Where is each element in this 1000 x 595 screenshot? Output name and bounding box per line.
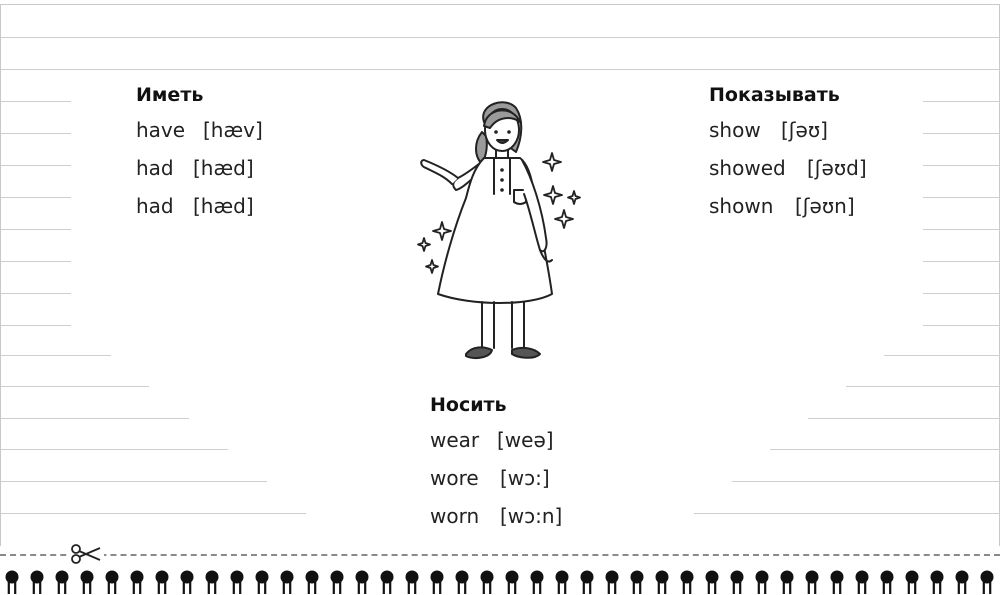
binding-ring (581, 571, 594, 595)
verb-transcription: [ʃəʊn] (795, 194, 855, 218)
binding-ring (831, 571, 844, 595)
verb-transcription: [hæd] (193, 156, 254, 180)
binding-ring (56, 571, 69, 595)
verb-transcription: [wɔ:n] (500, 504, 563, 528)
binding-ring (206, 571, 219, 595)
verb-form-row (430, 497, 562, 535)
binding-ring (956, 571, 969, 595)
rule-line (808, 418, 1000, 419)
verb-transcription: [weə] (497, 428, 554, 452)
rule-line (923, 133, 1000, 134)
rule-line (770, 449, 1000, 450)
verb-transcription: [wɔ:] (500, 466, 550, 490)
verb-form: had (136, 194, 174, 218)
binding-ring (431, 571, 444, 595)
binding-ring (631, 571, 644, 595)
rule-line (923, 293, 1000, 294)
binding-ring (506, 571, 519, 595)
binding-ring (981, 571, 994, 595)
verb-form: show (709, 118, 761, 142)
rule-line (846, 386, 1000, 387)
binding-ring (406, 571, 419, 595)
binding-ring (656, 571, 669, 595)
verb-form: wear (430, 428, 480, 452)
verb-form-row (709, 111, 867, 149)
verb-form: wore (430, 466, 479, 490)
verb-block-have (136, 83, 263, 225)
rule-line (1, 197, 71, 198)
rule-line (923, 101, 1000, 102)
binding-ring (356, 571, 369, 595)
binding-ring (756, 571, 769, 595)
rule-line (694, 513, 1000, 514)
binding-ring (481, 571, 494, 595)
verb-form-row (709, 149, 867, 187)
verb-form: shown (709, 194, 774, 218)
scissors-icon (70, 543, 104, 565)
binding-ring (531, 571, 544, 595)
rule-line (1, 37, 1000, 38)
verb-translation: Показывать (709, 84, 840, 106)
verb-form: worn (430, 504, 480, 528)
binding-ring (6, 571, 19, 595)
rule-line (884, 355, 1000, 356)
binding-ring (306, 571, 319, 595)
verb-translation: Носить (430, 394, 507, 416)
rule-line (1, 449, 228, 450)
verb-form-row (136, 149, 263, 187)
binding-ring (381, 571, 394, 595)
binding-ring (281, 571, 294, 595)
rule-line (1, 101, 71, 102)
binding-ring (256, 571, 269, 595)
verb-form-row (709, 187, 867, 225)
verb-transcription: [ʃəʊd] (807, 156, 867, 180)
verb-transcription: [ʃəʊ] (781, 118, 828, 142)
binding-ring (881, 571, 894, 595)
binding-ring (456, 571, 469, 595)
binding-ring (606, 571, 619, 595)
binding-ring (681, 571, 694, 595)
spiral-binding (0, 566, 1000, 595)
rule-line (1, 261, 71, 262)
verb-block-wear (430, 393, 562, 535)
binding-ring (806, 571, 819, 595)
verb-form-row (136, 111, 263, 149)
rule-line (1, 481, 267, 482)
rule-line (923, 165, 1000, 166)
binding-ring (556, 571, 569, 595)
rule-line (1, 69, 1000, 70)
verb-form: showed (709, 156, 786, 180)
binding-ring (231, 571, 244, 595)
cut-line (0, 554, 1000, 556)
binding-ring (906, 571, 919, 595)
binding-ring (81, 571, 94, 595)
binding-ring (106, 571, 119, 595)
rule-line (1, 355, 111, 356)
binding-ring (31, 571, 44, 595)
binding-ring (156, 571, 169, 595)
verb-transcription: [hæv] (203, 118, 263, 142)
binding-ring (706, 571, 719, 595)
rule-line (923, 229, 1000, 230)
rule-line (1, 513, 306, 514)
verb-translation: Иметь (136, 84, 204, 106)
binding-ring (731, 571, 744, 595)
girl-in-dress-illustration (412, 98, 588, 366)
verb-form: have (136, 118, 186, 142)
rule-line (923, 261, 1000, 262)
binding-ring (931, 571, 944, 595)
rule-line (1, 325, 71, 326)
rule-line (1, 293, 71, 294)
verb-form: had (136, 156, 174, 180)
verb-block-show (709, 83, 867, 225)
verb-form-row (430, 459, 562, 497)
binding-ring (856, 571, 869, 595)
rule-line (1, 229, 71, 230)
verb-form-row (430, 421, 562, 459)
verb-form-row (136, 187, 263, 225)
rule-line (1, 133, 71, 134)
verb-transcription: [hæd] (193, 194, 254, 218)
rule-line (732, 481, 1000, 482)
rule-line (923, 197, 1000, 198)
binding-ring (181, 571, 194, 595)
binding-ring (331, 571, 344, 595)
binding-ring (781, 571, 794, 595)
rule-line (1, 386, 149, 387)
rule-line (923, 325, 1000, 326)
rule-line (1, 165, 71, 166)
binding-ring (131, 571, 144, 595)
rule-line (1, 418, 189, 419)
